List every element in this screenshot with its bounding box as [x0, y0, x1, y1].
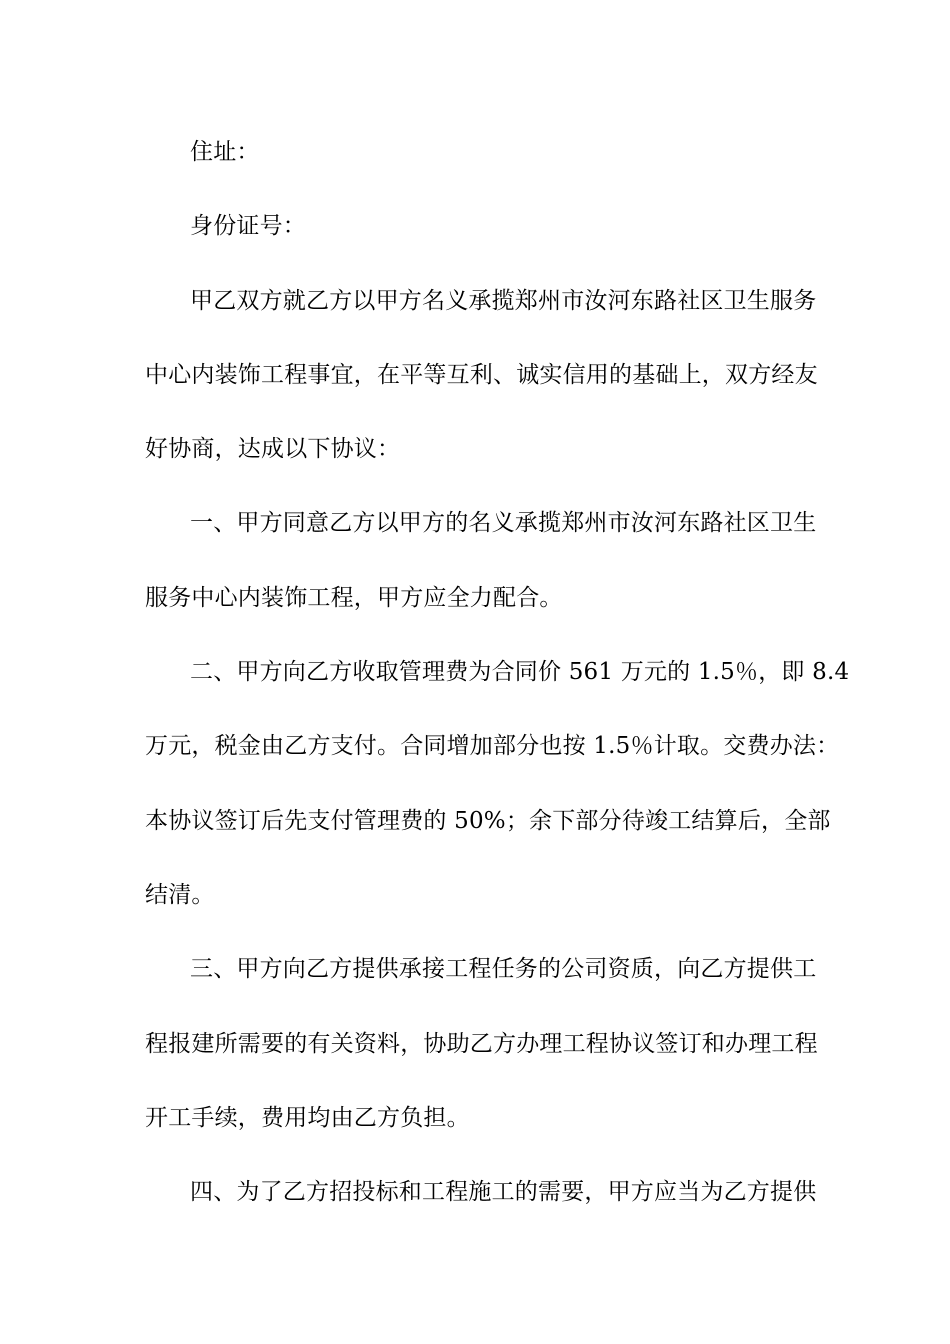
clause-4-line-1: 四、为了乙方招投标和工程施工的需要，甲方应当为乙方提供 — [190, 1179, 817, 1205]
paragraph-intro-line-1: 甲乙双方就乙方以甲方名义承揽郑州市汝河东路社区卫生服务 — [190, 288, 817, 314]
clause-2-line-3: 本协议签订后先支付管理费的 50%；余下部分待竣工结算后，全部 — [145, 808, 831, 834]
id-number-label: 身份证号： — [190, 213, 306, 239]
clause-3-line-3: 开工手续，费用均由乙方负担。 — [145, 1105, 470, 1131]
clause-2-line-1: 二、甲方向乙方收取管理费为合同价 561 万元的 1.5％，即 8.4 — [190, 659, 850, 685]
clause-3-line-1: 三、甲方向乙方提供承接工程任务的公司资质，向乙方提供工 — [190, 956, 817, 982]
clause-1-line-2: 服务中心内装饰工程，甲方应全力配合。 — [145, 585, 563, 611]
clause-2-line-2: 万元，税金由乙方支付。合同增加部分也按 1.5％计取。交费办法： — [145, 733, 840, 759]
clause-3-line-2: 程报建所需要的有关资料，协助乙方办理工程协议签订和办理工程 — [145, 1031, 818, 1057]
paragraph-intro-line-3: 好协商，达成以下协议： — [145, 436, 401, 462]
clause-1-line-1: 一、甲方同意乙方以甲方的名义承揽郑州市汝河东路社区卫生 — [190, 510, 817, 536]
clause-2-line-4: 结清。 — [145, 882, 215, 908]
paragraph-intro-line-2: 中心内装饰工程事宜，在平等互利、诚实信用的基础上，双方经友 — [145, 362, 818, 388]
address-label: 住址： — [190, 139, 260, 165]
